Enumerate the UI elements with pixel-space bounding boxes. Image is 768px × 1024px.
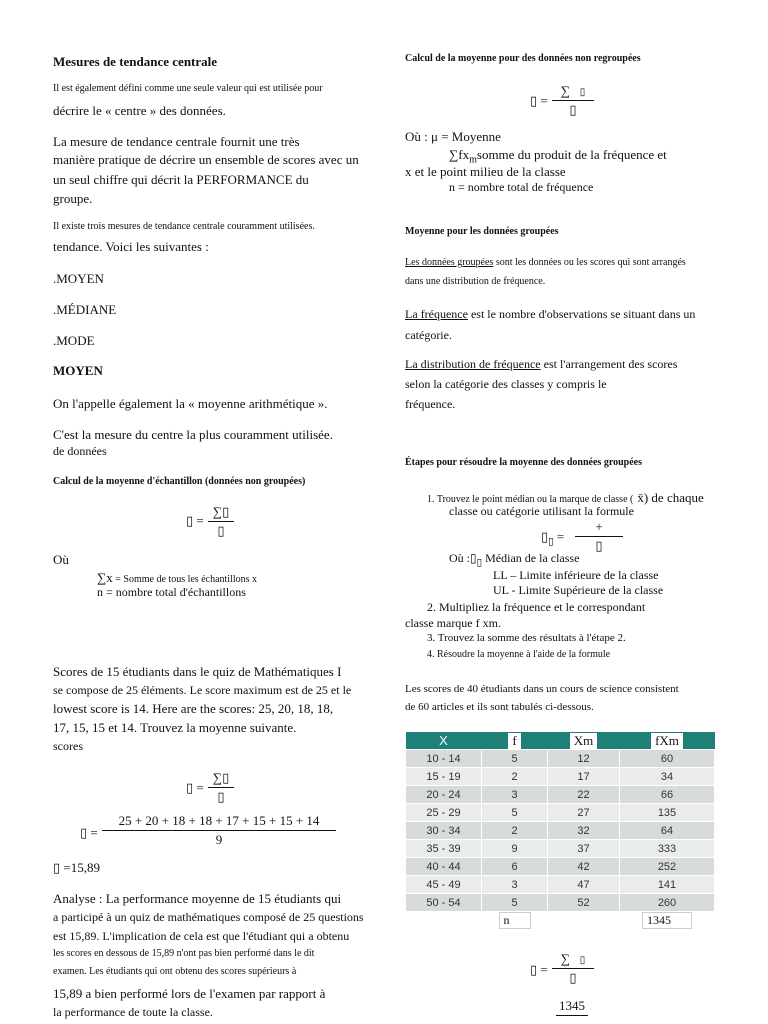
table-cell: 20 - 24	[406, 786, 482, 804]
table-cell: 60	[620, 750, 715, 768]
paragraph-line: catégorie.	[405, 328, 452, 342]
table-cell: 5	[482, 804, 548, 822]
mean-formula	[552, 951, 594, 986]
paragraph-line: est 15,89. L'implication de cela est que l'étudiant qui a obtenu	[53, 929, 350, 943]
mean-formula	[552, 83, 594, 118]
column-header: fXm	[620, 732, 715, 750]
table-cell	[548, 912, 620, 930]
list-item: .MODE	[53, 333, 95, 348]
table-cell: 27	[548, 804, 620, 822]
column-header: Xm	[548, 732, 620, 750]
definition-line: ∑x = Somme de tous les échantillons x	[97, 570, 258, 585]
formula-denominator: ▯	[217, 789, 225, 804]
formula-numerator: +	[595, 519, 603, 534]
paragraph-line: La fréquence est le nombre d'observations se situant dans un	[405, 307, 696, 321]
table-cell: 17	[548, 768, 620, 786]
paragraph-line: Analyse : La performance moyenne de 15 étudiants qui	[53, 891, 342, 906]
paragraph-line: tendance. Voici les suivantes :	[53, 239, 209, 254]
calculation-formula	[102, 813, 336, 848]
formula-denominator: ▯	[217, 523, 225, 538]
table-row	[406, 750, 715, 768]
paragraph-line: de données	[53, 444, 107, 458]
table-cell: 37	[548, 840, 620, 858]
final-numerator: 1345	[559, 998, 585, 1013]
paragraph-line: dans une distribution de fréquence.	[405, 276, 546, 287]
table-cell: 10 - 14	[406, 750, 482, 768]
paragraph-line: Scores de 15 étudiants dans le quiz de Mathématiques I	[53, 664, 342, 679]
table-row	[406, 768, 715, 786]
table-cell: 35 - 39	[406, 840, 482, 858]
paragraph-line: Il est également défini comme une seule valeur qui est utilisée pour	[53, 83, 323, 94]
formula-lhs: ▯ =	[530, 93, 548, 108]
table-cell: 2	[482, 822, 548, 840]
formula-lhs: ▯ =	[186, 513, 204, 528]
table-cell	[482, 912, 548, 930]
step-item: 2. Multipliez la fréquence et le correspondant	[427, 600, 646, 614]
section-heading: Moyenne pour les données groupées	[405, 226, 559, 237]
total-n: n	[499, 912, 531, 929]
table-row	[406, 840, 715, 858]
table-row	[406, 822, 715, 840]
column-header: f	[482, 732, 548, 750]
step-item: classe ou catégorie utilisant la formule	[449, 504, 634, 518]
section-heading: Calcul de la moyenne pour des données non regroupées	[405, 53, 641, 64]
list-item: .MÉDIANE	[53, 302, 117, 317]
section-heading: MOYEN	[53, 363, 103, 378]
paragraph-line: scores	[53, 739, 83, 753]
midpoint-formula	[575, 519, 623, 554]
table-cell: 260	[620, 894, 715, 912]
table-cell: 5	[482, 894, 548, 912]
formula-lhs: ▯ =	[80, 825, 98, 840]
table-cell: 333	[620, 840, 715, 858]
table-cell: 47	[548, 876, 620, 894]
paragraph-line: la performance de toute la classe.	[53, 1005, 213, 1019]
table-cell: 135	[620, 804, 715, 822]
paragraph-line: manière pratique de décrire un ensemble de scores avec un	[53, 152, 359, 167]
definition-line: n = nombre total de fréquence	[449, 180, 594, 194]
paragraph-line: Il existe trois mesures de tendance centrale couramment utilisées.	[53, 221, 315, 232]
table-total-row	[406, 912, 715, 930]
table-row	[406, 894, 715, 912]
table-row	[406, 786, 715, 804]
mean-formula	[208, 504, 234, 539]
paragraph-line: groupe.	[53, 191, 93, 206]
table-cell: 64	[620, 822, 715, 840]
table-cell: 15 - 19	[406, 768, 482, 786]
final-calculation	[556, 998, 588, 1017]
table-cell: 52	[548, 894, 620, 912]
table-cell: 25 - 29	[406, 804, 482, 822]
definition-line: UL - Limite Supérieure de la classe	[493, 583, 664, 597]
formula-numerator: ∑▯	[212, 504, 230, 519]
definition-line: x et le point milieu de la classe	[405, 164, 566, 179]
table-cell: 40 - 44	[406, 858, 482, 876]
paragraph-line: 15,89 a bien performé lors de l'examen par rapport à	[53, 986, 326, 1001]
formula-numerator: ∑ ▯	[560, 951, 586, 966]
formula-lhs: ▯ =	[186, 780, 204, 795]
table-cell: 45 - 49	[406, 876, 482, 894]
step-item: 1. Trouvez le point médian ou la marque de classe ( x̄) de chaque	[427, 490, 704, 505]
formula-denominator: ▯	[569, 970, 577, 985]
table-cell	[406, 912, 482, 930]
table-cell: 3	[482, 876, 548, 894]
table-cell: 3	[482, 786, 548, 804]
paragraph-line: On l'appelle également la « moyenne arithmétique ».	[53, 396, 328, 411]
table-cell: 34	[620, 768, 715, 786]
result: ▯ =15,89	[53, 860, 100, 875]
total-fxm: 1345	[642, 912, 692, 929]
definition-line: LL – Limite inférieure de la classe	[493, 568, 659, 582]
section-heading: Étapes pour résoudre la moyenne des données groupées	[405, 457, 642, 468]
formula-numerator: ∑▯	[212, 770, 230, 785]
table-cell: 30 - 34	[406, 822, 482, 840]
table-cell: 12	[548, 750, 620, 768]
paragraph-line: a participé à un quiz de mathématiques composé de 25 questions	[53, 910, 364, 924]
column-header: X	[406, 732, 482, 750]
paragraph-line: 17, 15, 15 et 14. Trouvez la moyenne suivante.	[53, 720, 297, 735]
paragraph-line: Les scores de 40 étudiants dans un cours de science consistent	[405, 683, 679, 695]
paragraph-line: fréquence.	[405, 397, 456, 411]
table-row	[406, 876, 715, 894]
paragraph-line: décrire le « centre » des données.	[53, 103, 226, 118]
step-item: 3. Trouvez la somme des résultats à l'étape 2.	[427, 632, 626, 644]
paragraph-line: un seul chiffre qui décrit la PERFORMANCE du	[53, 172, 309, 187]
table-row	[406, 858, 715, 876]
paragraph-line: La mesure de tendance centrale fournit une très	[53, 134, 300, 149]
definition-line: Où : μ = Moyenne	[405, 129, 501, 144]
definition-line: n = nombre total d'échantillons	[97, 585, 246, 599]
table-cell: 42	[548, 858, 620, 876]
table-header-row	[406, 732, 715, 750]
formula-lhs: ▯ =	[530, 962, 548, 977]
step-item: classe marque f xm.	[405, 616, 501, 630]
table-cell: 32	[548, 822, 620, 840]
page-title: Mesures de tendance centrale	[53, 54, 218, 69]
formula-denominator: ▯	[595, 538, 603, 553]
paragraph-line: C'est la mesure du centre la plus couramment utilisée.	[53, 427, 333, 442]
formula-lhs: $▯_▯$ =	[541, 529, 565, 548]
table-cell: 6	[482, 858, 548, 876]
table-cell: 50 - 54	[406, 894, 482, 912]
table-cell: 22	[548, 786, 620, 804]
formula-denominator: ▯	[569, 102, 577, 117]
table-cell: 5	[482, 750, 548, 768]
paragraph-line: de 60 articles et ils sont tabulés ci-dessous.	[405, 701, 594, 713]
paragraph-line: lowest score is 14. Here are the scores: 25, 20, 18, 18,	[53, 701, 334, 716]
paragraph-line: Les données groupées sont les données ou les scores qui sont arrangés	[405, 257, 686, 268]
paragraph-line: La distribution de fréquence est l'arrangement des scores	[405, 357, 678, 371]
table-cell	[620, 912, 715, 930]
formula-numerator: ∑ ▯	[560, 83, 586, 98]
definition-line: Où $:▯_▯$ Médian de la classe	[449, 551, 580, 569]
paragraph-line: se compose de 25 éléments. Le score maximum est de 25 et le	[53, 683, 352, 697]
table-cell: 252	[620, 858, 715, 876]
table-row	[406, 804, 715, 822]
list-item: .MOYEN	[53, 271, 104, 286]
definition-line: $\sum fx_msomme$ du produit de la fréquence et	[449, 147, 667, 166]
paragraph-line: selon la catégorie des classes y compris le	[405, 377, 607, 391]
mean-formula	[208, 770, 234, 805]
table-cell: 66	[620, 786, 715, 804]
table-cell: 141	[620, 876, 715, 894]
calculation-numerator: 25 + 20 + 18 + 18 + 17 + 15 + 15 + 14	[118, 813, 320, 828]
table-cell: 2	[482, 768, 548, 786]
step-item: 4. Résoudre la moyenne à l'aide de la formule	[427, 649, 611, 660]
frequency-table	[405, 732, 715, 930]
paragraph-line: les scores en dessous de 15,89 n'ont pas bien performé dans le dit	[53, 948, 315, 959]
calculation-denominator: 9	[215, 832, 223, 847]
table-cell: 9	[482, 840, 548, 858]
section-heading: Calcul de la moyenne d'échantillon (données non groupées)	[53, 476, 306, 487]
where-label: Où	[53, 552, 69, 567]
paragraph-line: examen. Les étudiants qui ont obtenu des scores supérieurs à	[53, 966, 297, 977]
